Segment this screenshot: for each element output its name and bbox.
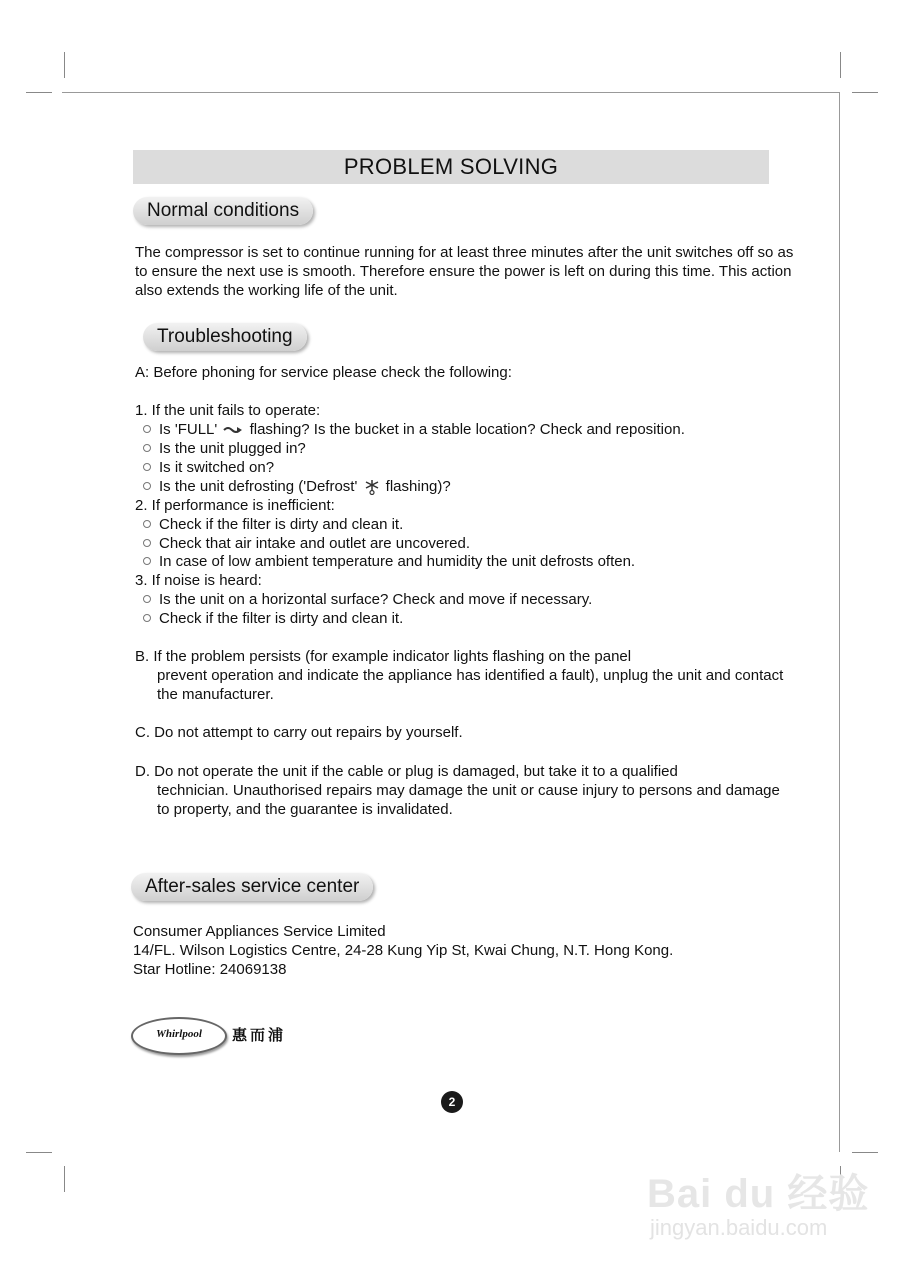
- crop-mark: [26, 1152, 52, 1153]
- service-company: Consumer Appliances Service Limited: [133, 923, 386, 940]
- paragraph-b: B. If the problem persists (for example indicator lights flashing on the panel prevent operation and indicate the appliance has identified a fault), unplug the unit and contact the manufacturer.: [135, 648, 784, 703]
- section-heading-troubleshooting: Troubleshooting: [143, 323, 307, 351]
- section-heading-service: After-sales service center: [131, 873, 373, 901]
- list-item: Is it switched on?: [143, 458, 274, 477]
- list-item: Check that air intake and outlet are uncovered.: [143, 534, 470, 553]
- bucket-full-icon: [223, 424, 243, 436]
- section-3-title: 3. If noise is heard:: [135, 572, 262, 589]
- crop-mark: [852, 92, 878, 93]
- list-item: Is the unit defrosting ('Defrost' flashing)?: [143, 477, 451, 496]
- list-item: Is the unit on a horizontal surface? Check and move if necessary.: [143, 590, 592, 609]
- crop-mark: [840, 52, 841, 78]
- bullet-icon: [143, 557, 151, 565]
- list-item: Is 'FULL' flashing? Is the bucket in a stable location? Check and reposition.: [143, 420, 685, 439]
- list-item: Check if the filter is dirty and clean it.: [143, 515, 403, 534]
- list-item: Is the unit plugged in?: [143, 439, 306, 458]
- bullet-icon: [143, 595, 151, 603]
- bullet-icon: [143, 614, 151, 622]
- normal-conditions-text: The compressor is set to continue running for at least three minutes after the unit switches off so as to ensure the next use is smooth. Therefore ensure the power is left on during this time. This action also extends the working life of the unit.: [135, 244, 794, 299]
- bullet-icon: [143, 425, 151, 433]
- bullet-icon: [143, 482, 151, 490]
- watermark-url: jingyan.baidu.com: [650, 1215, 828, 1240]
- list-item: Check if the filter is dirty and clean it.: [143, 609, 403, 628]
- section-2-title: 2. If performance is inefficient:: [135, 497, 335, 514]
- paragraph-c: C. Do not attempt to carry out repairs by yourself.: [135, 724, 463, 741]
- page-number: 2: [441, 1091, 463, 1113]
- service-hotline: Star Hotline: 24069138: [133, 961, 287, 978]
- bullet-icon: [143, 520, 151, 528]
- frame-top-line: [62, 92, 840, 93]
- watermark-logo: Bai du 经验: [647, 1172, 870, 1216]
- crop-mark: [64, 1166, 65, 1192]
- troubleshooting-intro: A: Before phoning for service please check the following:: [135, 364, 512, 381]
- bullet-icon: [143, 444, 151, 452]
- crop-mark: [64, 52, 65, 78]
- bullet-icon: [143, 463, 151, 471]
- crop-mark: [26, 92, 52, 93]
- service-address: 14/FL. Wilson Logistics Centre, 24-28 Kung Yip St, Kwai Chung, N.T. Hong Kong.: [133, 942, 674, 959]
- whirlpool-chinese-name: 惠而浦: [232, 1027, 287, 1044]
- frame-right-line: [839, 92, 840, 1152]
- defrost-icon: [364, 479, 380, 495]
- paragraph-d: D. Do not operate the unit if the cable or plug is damaged, but take it to a qualified technician. Unauthorised repairs may damage the unit or cause injury to persons and damage to property, and the guarantee is invalidated.: [135, 763, 780, 818]
- whirlpool-logo: Whirlpool: [131, 1017, 227, 1055]
- list-item: In case of low ambient temperature and humidity the unit defrosts often.: [143, 552, 635, 571]
- page-title: PROBLEM SOLVING: [133, 150, 769, 184]
- section-1-title: 1. If the unit fails to operate:: [135, 402, 321, 419]
- section-heading-normal: Normal conditions: [133, 197, 313, 225]
- bullet-icon: [143, 539, 151, 547]
- crop-mark: [852, 1152, 878, 1153]
